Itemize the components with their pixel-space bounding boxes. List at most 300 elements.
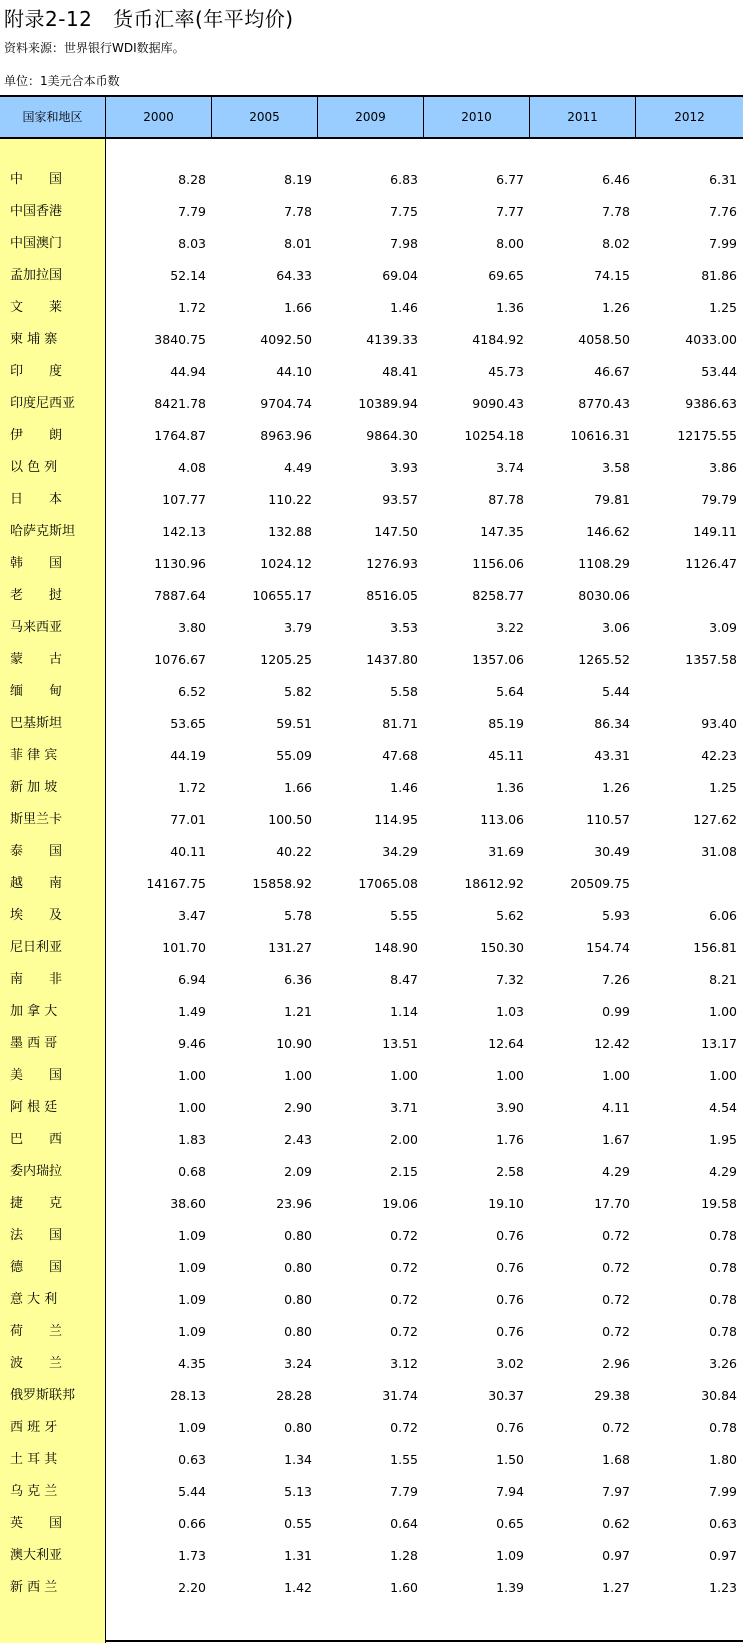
rate-cell-2011: 74.15 — [594, 268, 630, 283]
rate-cell-2005: 64.33 — [276, 268, 312, 283]
rate-cell-2010: 9090.43 — [472, 396, 524, 411]
rate-cell-2009: 81.71 — [382, 716, 418, 731]
rate-cell-2005: 131.27 — [268, 940, 312, 955]
rate-cell-2011: 3.06 — [602, 620, 630, 635]
rate-cell-2000: 6.52 — [178, 684, 206, 699]
rate-cell-2009: 47.68 — [382, 748, 418, 763]
rate-cell-2010: 1357.06 — [472, 652, 524, 667]
rate-cell-2010: 0.76 — [496, 1260, 524, 1275]
table-row — [0, 964, 743, 996]
rate-cell-2011: 20509.75 — [570, 876, 630, 891]
rate-cell-2009: 8516.05 — [366, 588, 418, 603]
rate-cell-2005: 8.01 — [284, 236, 312, 251]
table-row — [0, 1060, 743, 1092]
rate-cell-2010: 1.36 — [496, 300, 524, 315]
rate-cell-2005: 6.36 — [284, 972, 312, 987]
rate-cell-2000: 77.01 — [170, 812, 206, 827]
rate-cell-2012: 42.23 — [701, 748, 737, 763]
rate-cell-2009: 2.15 — [390, 1164, 418, 1179]
country-name: 老 挝 — [10, 588, 63, 603]
country-name: 土 耳 其 — [10, 1452, 58, 1467]
rate-cell-2009: 1.28 — [390, 1548, 418, 1563]
country-name: 美 国 — [10, 1068, 63, 1083]
rate-cell-2000: 5.44 — [178, 1484, 206, 1499]
table-row — [0, 452, 743, 484]
rate-cell-2012: 31.08 — [701, 844, 737, 859]
rate-cell-2012: 1357.58 — [685, 652, 737, 667]
table-row — [0, 548, 743, 580]
rate-cell-2009: 6.83 — [390, 172, 418, 187]
rate-cell-2011: 0.62 — [602, 1516, 630, 1531]
rate-cell-2009: 19.06 — [382, 1196, 418, 1211]
rate-cell-2012: 3.86 — [709, 460, 737, 475]
rate-cell-2011: 4.29 — [602, 1164, 630, 1179]
rate-cell-2011: 46.67 — [594, 364, 630, 379]
rate-cell-2011: 1.26 — [602, 780, 630, 795]
table-row — [0, 676, 743, 708]
rate-cell-2010: 1.39 — [496, 1580, 524, 1595]
rate-cell-2005: 2.90 — [284, 1100, 312, 1115]
table-row — [0, 1284, 743, 1316]
rate-cell-2010: 0.76 — [496, 1228, 524, 1243]
rate-cell-2012: 0.78 — [709, 1420, 737, 1435]
rate-cell-2000: 40.11 — [170, 844, 206, 859]
rate-cell-2009: 114.95 — [374, 812, 418, 827]
country-name: 缅 甸 — [10, 684, 63, 699]
rate-cell-2010: 45.73 — [488, 364, 524, 379]
rate-cell-2005: 110.22 — [268, 492, 312, 507]
rate-cell-2012: 127.62 — [693, 812, 737, 827]
rate-cell-2011: 5.93 — [602, 908, 630, 923]
country-name: 以 色 列 — [10, 460, 58, 475]
rate-cell-2012: 1126.47 — [685, 556, 737, 571]
rate-cell-2005: 44.10 — [276, 364, 312, 379]
table-row — [0, 1476, 743, 1508]
country-name: 荷 兰 — [10, 1324, 63, 1339]
rate-cell-2012: 9386.63 — [685, 396, 737, 411]
rate-cell-2012: 81.86 — [701, 268, 737, 283]
rate-cell-2009: 48.41 — [382, 364, 418, 379]
rate-cell-2005: 0.80 — [284, 1260, 312, 1275]
rate-cell-2009: 1276.93 — [366, 556, 418, 571]
rate-cell-2009: 10389.94 — [358, 396, 418, 411]
rate-cell-2012: 1.80 — [709, 1452, 737, 1467]
rate-cell-2005: 2.43 — [284, 1132, 312, 1147]
rate-cell-2012: 3.09 — [709, 620, 737, 635]
table-row — [0, 1540, 743, 1572]
country-name: 埃 及 — [10, 908, 63, 923]
table-row — [0, 580, 743, 612]
rate-cell-2010: 45.11 — [488, 748, 524, 763]
rate-cell-2010: 1156.06 — [472, 556, 524, 571]
table-row — [0, 356, 743, 388]
rate-cell-2011: 0.99 — [602, 1004, 630, 1019]
rate-cell-2011: 1.68 — [602, 1452, 630, 1467]
rate-cell-2000: 44.19 — [170, 748, 206, 763]
rate-cell-2010: 2.58 — [496, 1164, 524, 1179]
country-name: 哈萨克斯坦 — [10, 524, 76, 539]
table-row — [0, 1124, 743, 1156]
table-row — [0, 708, 743, 740]
rate-cell-2011: 0.97 — [602, 1548, 630, 1563]
rate-cell-2012: 7.99 — [709, 1484, 737, 1499]
rate-cell-2009: 7.79 — [390, 1484, 418, 1499]
rate-cell-2005: 0.55 — [284, 1516, 312, 1531]
table-row — [0, 1316, 743, 1348]
column-header-2000: 2000 — [106, 97, 212, 137]
rate-cell-2009: 3.93 — [390, 460, 418, 475]
rate-cell-2000: 8.28 — [178, 172, 206, 187]
rate-cell-2005: 1.66 — [284, 300, 312, 315]
rate-cell-2000: 1076.67 — [154, 652, 206, 667]
rate-cell-2009: 3.71 — [390, 1100, 418, 1115]
rate-cell-2011: 10616.31 — [570, 428, 630, 443]
table-row — [0, 1348, 743, 1380]
rate-cell-2010: 3.74 — [496, 460, 524, 475]
rate-cell-2000: 1.73 — [178, 1548, 206, 1563]
country-name: 加 拿 大 — [10, 1004, 58, 1019]
table-row — [0, 1156, 743, 1188]
rate-cell-2005: 8963.96 — [260, 428, 312, 443]
table-row — [0, 644, 743, 676]
table-row — [0, 1220, 743, 1252]
table-row — [0, 836, 743, 868]
country-name: 文 莱 — [10, 300, 63, 315]
country-name: 中国澳门 — [10, 236, 63, 251]
rate-cell-2012: 12175.55 — [677, 428, 737, 443]
country-name: 南 非 — [10, 972, 63, 987]
rate-cell-2012: 1.25 — [709, 780, 737, 795]
rate-cell-2012: 4033.00 — [685, 332, 737, 347]
rate-cell-2000: 1.09 — [178, 1420, 206, 1435]
rate-cell-2009: 1.00 — [390, 1068, 418, 1083]
rate-cell-2000: 8.03 — [178, 236, 206, 251]
rate-cell-2009: 1.60 — [390, 1580, 418, 1595]
rate-cell-2011: 0.72 — [602, 1324, 630, 1339]
rate-cell-2011: 79.81 — [594, 492, 630, 507]
rate-cell-2009: 3.12 — [390, 1356, 418, 1371]
rate-cell-2012: 0.78 — [709, 1292, 737, 1307]
country-name: 菲 律 宾 — [10, 748, 58, 763]
rate-cell-2011: 86.34 — [594, 716, 630, 731]
rate-cell-2012: 1.00 — [709, 1004, 737, 1019]
rate-cell-2005: 0.80 — [284, 1324, 312, 1339]
table-row — [0, 804, 743, 836]
rate-cell-2005: 100.50 — [268, 812, 312, 827]
exchange-rate-table — [0, 95, 743, 1643]
rate-cell-2005: 5.82 — [284, 684, 312, 699]
rate-cell-2012: 1.95 — [709, 1132, 737, 1147]
table-row — [0, 1508, 743, 1540]
rate-cell-2000: 3.80 — [178, 620, 206, 635]
country-name: 意 大 利 — [10, 1292, 58, 1307]
rate-cell-2010: 30.37 — [488, 1388, 524, 1403]
country-name: 巴 西 — [10, 1132, 63, 1147]
rate-cell-2012: 53.44 — [701, 364, 737, 379]
rate-cell-2010: 0.76 — [496, 1324, 524, 1339]
rate-cell-2009: 69.04 — [382, 268, 418, 283]
rate-cell-2000: 1.09 — [178, 1292, 206, 1307]
rate-cell-2012: 7.76 — [709, 204, 737, 219]
rate-cell-2012: 0.78 — [709, 1260, 737, 1275]
rate-cell-2005: 8.19 — [284, 172, 312, 187]
column-header-2010: 2010 — [424, 97, 530, 137]
rate-cell-2010: 85.19 — [488, 716, 524, 731]
rate-cell-2012: 7.99 — [709, 236, 737, 251]
rate-cell-2009: 5.55 — [390, 908, 418, 923]
country-name: 澳大利亚 — [10, 1548, 63, 1563]
rate-cell-2010: 19.10 — [488, 1196, 524, 1211]
page-title: 附录2-12 货币汇率(年平均价) — [4, 7, 294, 31]
rate-cell-2009: 7.98 — [390, 236, 418, 251]
country-name: 乌 克 兰 — [10, 1484, 58, 1499]
rate-cell-2012: 79.79 — [701, 492, 737, 507]
rate-cell-2000: 1.09 — [178, 1260, 206, 1275]
rate-cell-2011: 1.00 — [602, 1068, 630, 1083]
rate-cell-2010: 4184.92 — [472, 332, 524, 347]
rate-cell-2000: 7887.64 — [154, 588, 206, 603]
rate-cell-2009: 5.58 — [390, 684, 418, 699]
rate-cell-2010: 5.62 — [496, 908, 524, 923]
rate-cell-2009: 7.75 — [390, 204, 418, 219]
rate-cell-2011: 8030.06 — [578, 588, 630, 603]
table-row — [0, 1412, 743, 1444]
rate-cell-2009: 9864.30 — [366, 428, 418, 443]
source-note: 资料来源：世界银行WDI数据库。 — [4, 41, 185, 55]
column-header-country: 国家和地区 — [0, 97, 106, 137]
country-name: 西 班 牙 — [10, 1420, 58, 1435]
table-row — [0, 1444, 743, 1476]
rate-cell-2010: 31.69 — [488, 844, 524, 859]
rate-cell-2011: 0.72 — [602, 1292, 630, 1307]
rate-cell-2011: 7.26 — [602, 972, 630, 987]
rate-cell-2009: 4139.33 — [366, 332, 418, 347]
country-name: 孟加拉国 — [10, 268, 63, 283]
country-name: 新 西 兰 — [10, 1580, 58, 1595]
rate-cell-2005: 0.80 — [284, 1228, 312, 1243]
rate-cell-2011: 30.49 — [594, 844, 630, 859]
rate-cell-2012 — [636, 868, 737, 900]
rate-cell-2010: 7.94 — [496, 1484, 524, 1499]
rate-cell-2011: 4.11 — [602, 1100, 630, 1115]
table-row — [0, 1188, 743, 1220]
rate-cell-2010: 6.77 — [496, 172, 524, 187]
rate-cell-2000: 1.00 — [178, 1100, 206, 1115]
table-row — [0, 388, 743, 420]
rate-cell-2000: 107.77 — [162, 492, 206, 507]
rate-cell-2010: 1.03 — [496, 1004, 524, 1019]
country-name: 英 国 — [10, 1516, 63, 1531]
rate-cell-2012: 13.17 — [701, 1036, 737, 1051]
country-name: 新 加 坡 — [10, 780, 58, 795]
country-name: 泰 国 — [10, 844, 63, 859]
country-name: 日 本 — [10, 492, 63, 507]
country-name: 委内瑞拉 — [10, 1164, 63, 1179]
rate-cell-2000: 4.35 — [178, 1356, 206, 1371]
table-row — [0, 1028, 743, 1060]
rate-cell-2010: 18612.92 — [464, 876, 524, 891]
rate-cell-2012: 19.58 — [701, 1196, 737, 1211]
table-row — [0, 996, 743, 1028]
rate-cell-2000: 6.94 — [178, 972, 206, 987]
rate-cell-2009: 1.46 — [390, 780, 418, 795]
rate-cell-2000: 1.83 — [178, 1132, 206, 1147]
rate-cell-2000: 4.08 — [178, 460, 206, 475]
unit-note: 单位：1美元合本币数 — [4, 74, 120, 88]
rate-cell-2000: 7.79 — [178, 204, 206, 219]
country-name: 蒙 古 — [10, 652, 63, 667]
rate-cell-2010: 10254.18 — [464, 428, 524, 443]
rate-cell-2010: 147.35 — [480, 524, 524, 539]
country-name: 柬 埔 寨 — [10, 332, 58, 347]
rate-cell-2009: 0.72 — [390, 1420, 418, 1435]
rate-cell-2011: 8.02 — [602, 236, 630, 251]
rate-cell-2012: 30.84 — [701, 1388, 737, 1403]
rate-cell-2005: 1.34 — [284, 1452, 312, 1467]
rate-cell-2011: 3.58 — [602, 460, 630, 475]
country-name: 斯里兰卡 — [10, 812, 63, 827]
rate-cell-2009: 8.47 — [390, 972, 418, 987]
rate-cell-2000: 44.94 — [170, 364, 206, 379]
rate-cell-2010: 3.22 — [496, 620, 524, 635]
rate-cell-2012: 3.26 — [709, 1356, 737, 1371]
rate-cell-2011: 7.97 — [602, 1484, 630, 1499]
rate-cell-2011: 1.27 — [602, 1580, 630, 1595]
table-row — [0, 1252, 743, 1284]
rate-cell-2000: 8421.78 — [154, 396, 206, 411]
rate-cell-2009: 1.14 — [390, 1004, 418, 1019]
table-row — [0, 484, 743, 516]
rate-cell-2005: 4092.50 — [260, 332, 312, 347]
rate-cell-2011: 0.72 — [602, 1420, 630, 1435]
rate-cell-2012: 1.23 — [709, 1580, 737, 1595]
table-row — [0, 324, 743, 356]
rate-cell-2011: 12.42 — [594, 1036, 630, 1051]
rate-cell-2005: 1.21 — [284, 1004, 312, 1019]
rate-cell-2012: 0.78 — [709, 1228, 737, 1243]
rate-cell-2010: 69.65 — [488, 268, 524, 283]
country-name: 印度尼西亚 — [10, 396, 76, 411]
rate-cell-2005: 10655.17 — [252, 588, 312, 603]
country-name: 马来西亚 — [10, 620, 63, 635]
rate-cell-2005: 1205.25 — [260, 652, 312, 667]
rate-cell-2005: 5.13 — [284, 1484, 312, 1499]
rate-cell-2009: 0.72 — [390, 1324, 418, 1339]
table-row — [0, 612, 743, 644]
rate-cell-2012: 93.40 — [701, 716, 737, 731]
rate-cell-2009: 1.46 — [390, 300, 418, 315]
country-name: 尼日利亚 — [10, 940, 63, 955]
rate-cell-2005: 10.90 — [276, 1036, 312, 1051]
rate-cell-2011: 1265.52 — [578, 652, 630, 667]
rate-cell-2005: 3.24 — [284, 1356, 312, 1371]
rate-cell-2011: 43.31 — [594, 748, 630, 763]
rate-cell-2009: 2.00 — [390, 1132, 418, 1147]
rate-cell-2000: 1.72 — [178, 780, 206, 795]
rate-cell-2005: 40.22 — [276, 844, 312, 859]
rate-cell-2010: 1.09 — [496, 1548, 524, 1563]
country-name: 捷 克 — [10, 1196, 63, 1211]
column-header-2011: 2011 — [530, 97, 636, 137]
country-name: 印 度 — [10, 364, 63, 379]
rate-cell-2000: 0.68 — [178, 1164, 206, 1179]
rate-cell-2009: 0.72 — [390, 1292, 418, 1307]
rate-cell-2010: 12.64 — [488, 1036, 524, 1051]
rate-cell-2005: 0.80 — [284, 1292, 312, 1307]
rate-cell-2011: 146.62 — [586, 524, 630, 539]
rate-cell-2010: 8258.77 — [472, 588, 524, 603]
rate-cell-2005: 1024.12 — [260, 556, 312, 571]
rate-cell-2005: 1.31 — [284, 1548, 312, 1563]
country-name: 伊 朗 — [10, 428, 63, 443]
country-name: 阿 根 廷 — [10, 1100, 58, 1115]
table-row — [0, 516, 743, 548]
table-row — [0, 1380, 743, 1412]
rate-cell-2012: 1.00 — [709, 1068, 737, 1083]
table-bottom-border — [106, 1640, 743, 1642]
country-name: 越 南 — [10, 876, 63, 891]
rate-cell-2009: 34.29 — [382, 844, 418, 859]
table-header-row — [0, 95, 743, 139]
rate-cell-2010: 1.76 — [496, 1132, 524, 1147]
rate-cell-2011: 4058.50 — [578, 332, 630, 347]
rate-cell-2012: 8.21 — [709, 972, 737, 987]
table-row — [0, 868, 743, 900]
rate-cell-2009: 93.57 — [382, 492, 418, 507]
table-row — [0, 740, 743, 772]
rate-cell-2012: 4.29 — [709, 1164, 737, 1179]
rate-cell-2005: 132.88 — [268, 524, 312, 539]
rate-cell-2012 — [636, 676, 737, 708]
rate-cell-2010: 1.50 — [496, 1452, 524, 1467]
rate-cell-2009: 17065.08 — [358, 876, 418, 891]
rate-cell-2011: 17.70 — [594, 1196, 630, 1211]
rate-cell-2000: 0.63 — [178, 1452, 206, 1467]
rate-cell-2011: 5.44 — [602, 684, 630, 699]
rate-cell-2005: 9704.74 — [260, 396, 312, 411]
rate-cell-2000: 53.65 — [170, 716, 206, 731]
rate-cell-2005: 55.09 — [276, 748, 312, 763]
table-row — [0, 900, 743, 932]
rate-cell-2010: 0.76 — [496, 1292, 524, 1307]
rate-cell-2009: 3.53 — [390, 620, 418, 635]
rate-cell-2009: 13.51 — [382, 1036, 418, 1051]
rate-cell-2010: 0.65 — [496, 1516, 524, 1531]
rate-cell-2005: 2.09 — [284, 1164, 312, 1179]
rate-cell-2011: 154.74 — [586, 940, 630, 955]
rate-cell-2009: 1.55 — [390, 1452, 418, 1467]
country-name: 中国香港 — [10, 204, 63, 219]
table-row — [0, 1092, 743, 1124]
rate-cell-2011: 110.57 — [586, 812, 630, 827]
table-row — [0, 292, 743, 324]
rate-cell-2000: 1.09 — [178, 1324, 206, 1339]
rate-cell-2010: 0.76 — [496, 1420, 524, 1435]
country-name: 法 国 — [10, 1228, 63, 1243]
rate-cell-2005: 5.78 — [284, 908, 312, 923]
table-row — [0, 420, 743, 452]
rate-cell-2011: 0.72 — [602, 1260, 630, 1275]
column-header-2012: 2012 — [674, 110, 705, 124]
rate-cell-2000: 1130.96 — [154, 556, 206, 571]
table-row — [0, 1572, 743, 1604]
table-row — [0, 932, 743, 964]
rate-cell-2011: 29.38 — [594, 1388, 630, 1403]
country-name: 巴基斯坦 — [10, 716, 63, 731]
rate-cell-2011: 1.67 — [602, 1132, 630, 1147]
rate-cell-2009: 31.74 — [382, 1388, 418, 1403]
rate-cell-2005: 3.79 — [284, 620, 312, 635]
